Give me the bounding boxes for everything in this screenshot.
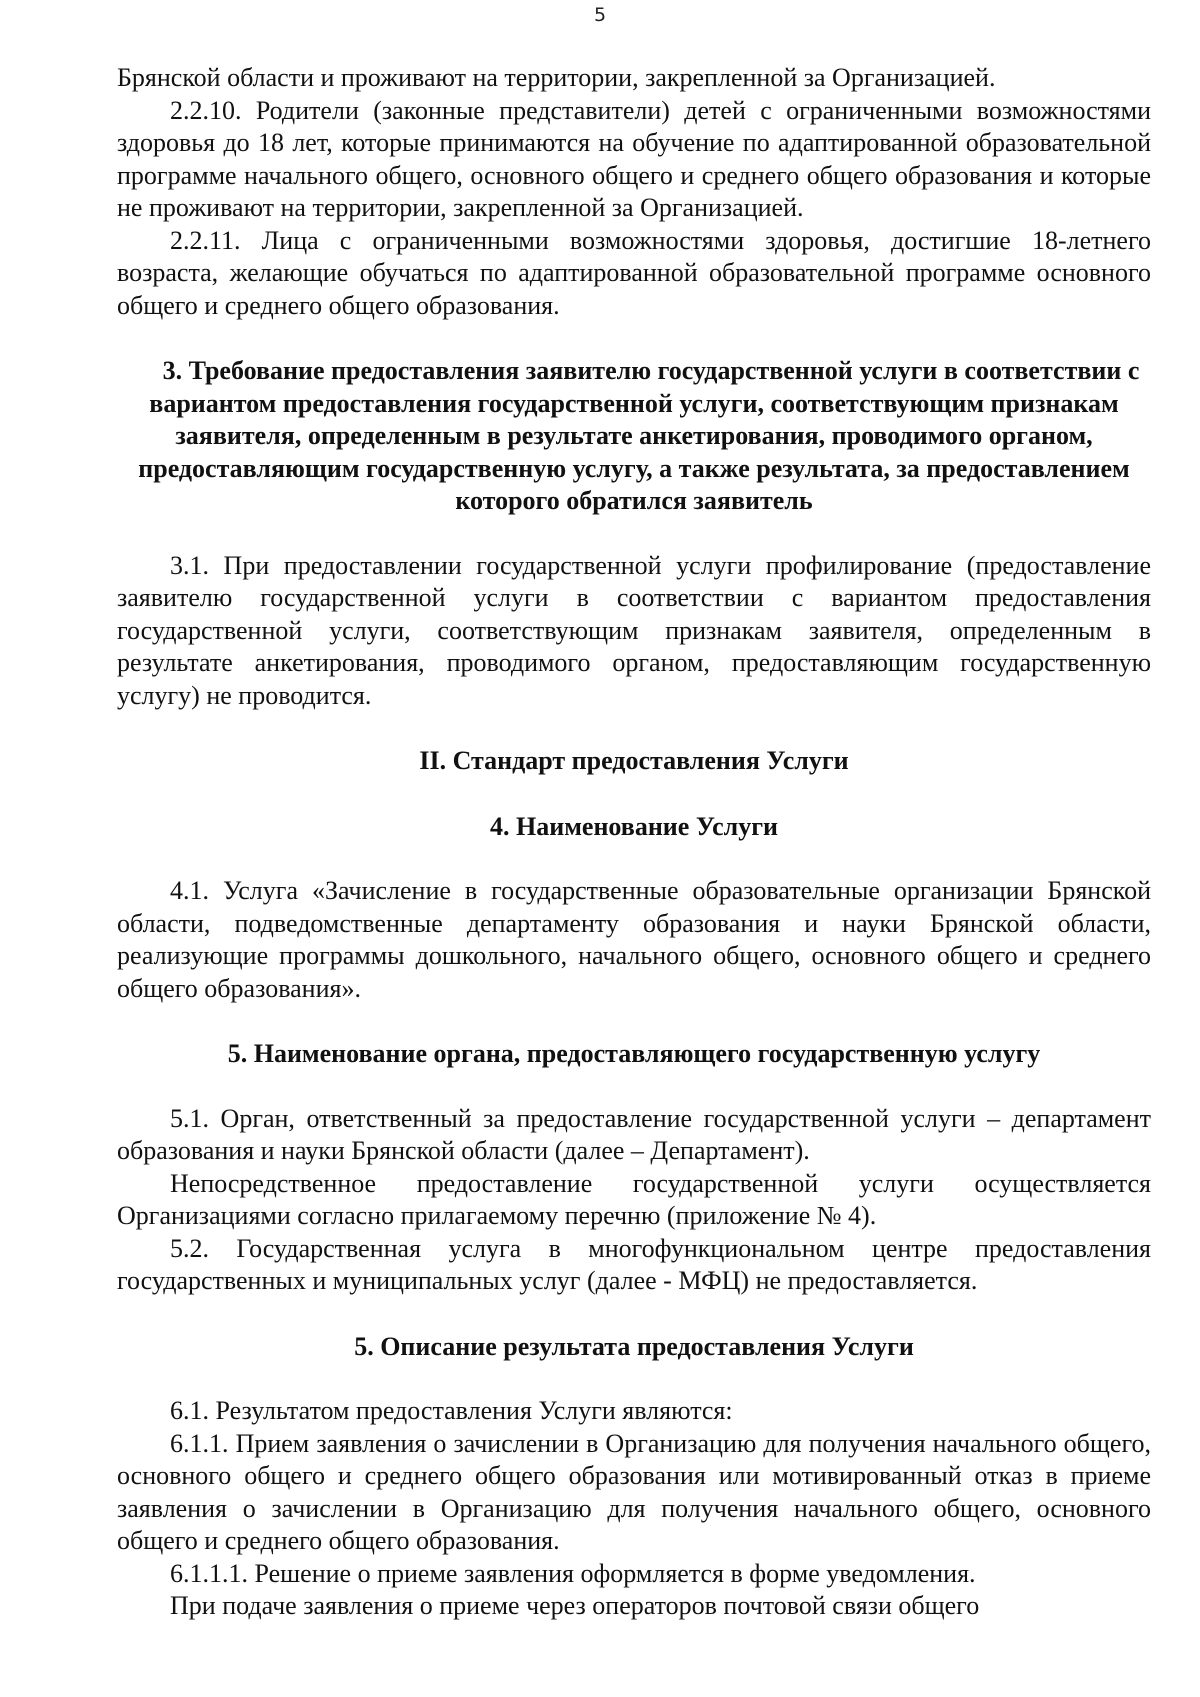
page-number: 5 (593, 4, 607, 26)
paragraph-5-1: 5.1. Орган, ответственный за предоставление государственной услуги – департамент образования и науки Брянской области (далее – Департамент). (117, 1103, 1151, 1165)
part-II-heading: II. Стандарт предоставления Услуги (419, 746, 849, 775)
section-4-heading: 4. Наименование Услуги (489, 811, 779, 841)
paragraph-2-2-9-continuation: Брянской области и проживают на территории, закрепленной за Организацией. (117, 63, 996, 92)
document-body (117, 62, 1151, 1623)
paragraph-5-2: 5.2. Государственная услуга в многофункциональном центре предоставления государственных и муниципальных услуг (далее - МФЦ) не предоставляется. (117, 1233, 1151, 1295)
section-3-heading-line1: 3. Требование предоставления заявителю государственной услуги в (162, 356, 958, 385)
section-5-heading: 5. Наименование органа, предоставляющего государственную услугу (227, 1039, 1041, 1068)
section-6-heading: 5. Описание результата предоставления Услуги (354, 1331, 914, 1361)
paragraph-last: При подаче заявления о приеме через операторов почтовой связи общего (170, 1591, 980, 1620)
paragraph-6-1-1: 6.1.1. Прием заявления о зачислении в Организацию для получения начального общего, основного общего и среднего общего образования или мотивированный отказ в приеме заявления о зачислении в Организацию для получения начального общего, основного общего и среднего общего образования. (117, 1428, 1151, 1555)
paragraph-2-2-11: 2.2.11. Лица с ограниченными возможностями здоровья, достигшие 18-летнего возраста, желающие обучаться по адаптированной образовательной программе основного общего и среднего общего образования. (117, 225, 1151, 320)
paragraph-6-1: 6.1. Результатом предоставления Услуги являются: (170, 1396, 733, 1425)
paragraph-5-1-continued: Непосредственное предоставление государственной услуги осуществляется Организациями согласно прилагаемому перечню (приложение № 4). (117, 1168, 1151, 1230)
section-3-heading-rest: соответствии с вариантом предоставления государственной услуги, соответствующим признакам заявителя, определенным в результате анкетирования, проводимого органом, предоставляющим государственную услугу, а также результата, за предоставлением которого обратился заявитель (138, 356, 1140, 515)
paragraph-6-1-1-1: 6.1.1.1. Решение о приеме заявления оформляется в форме уведомления. (170, 1558, 976, 1588)
section-3-heading (117, 355, 1151, 518)
paragraph-2-2-10: 2.2.10. Родители (законные представители) детей с ограниченными возможностями здоровья до 18 лет, которые принимаются на обучение по адаптированной образовательной программе начального общего, основного общего и среднего общего образования и которые не проживают на территории, закрепленной за Организацией. (117, 95, 1151, 222)
paragraph-4-1: 4.1. Услуга «Зачисление в государственные образовательные организации Брянской области, подведомственные департаменту образования и науки Брянской области, реализующие программы дошкольного, начального общего, основного общего и среднего общего образования». (117, 876, 1151, 1003)
paragraph-3-1: 3.1. При предоставлении государственной услуги профилирование (предоставление заявителю государственной услуги в соответствии с вариантом предоставления государственной услуги, соответствующим признакам заявителя, определенным в результате анкетирования, проводимого органом, предоставляющим государственную услугу) не проводится. (117, 550, 1151, 710)
